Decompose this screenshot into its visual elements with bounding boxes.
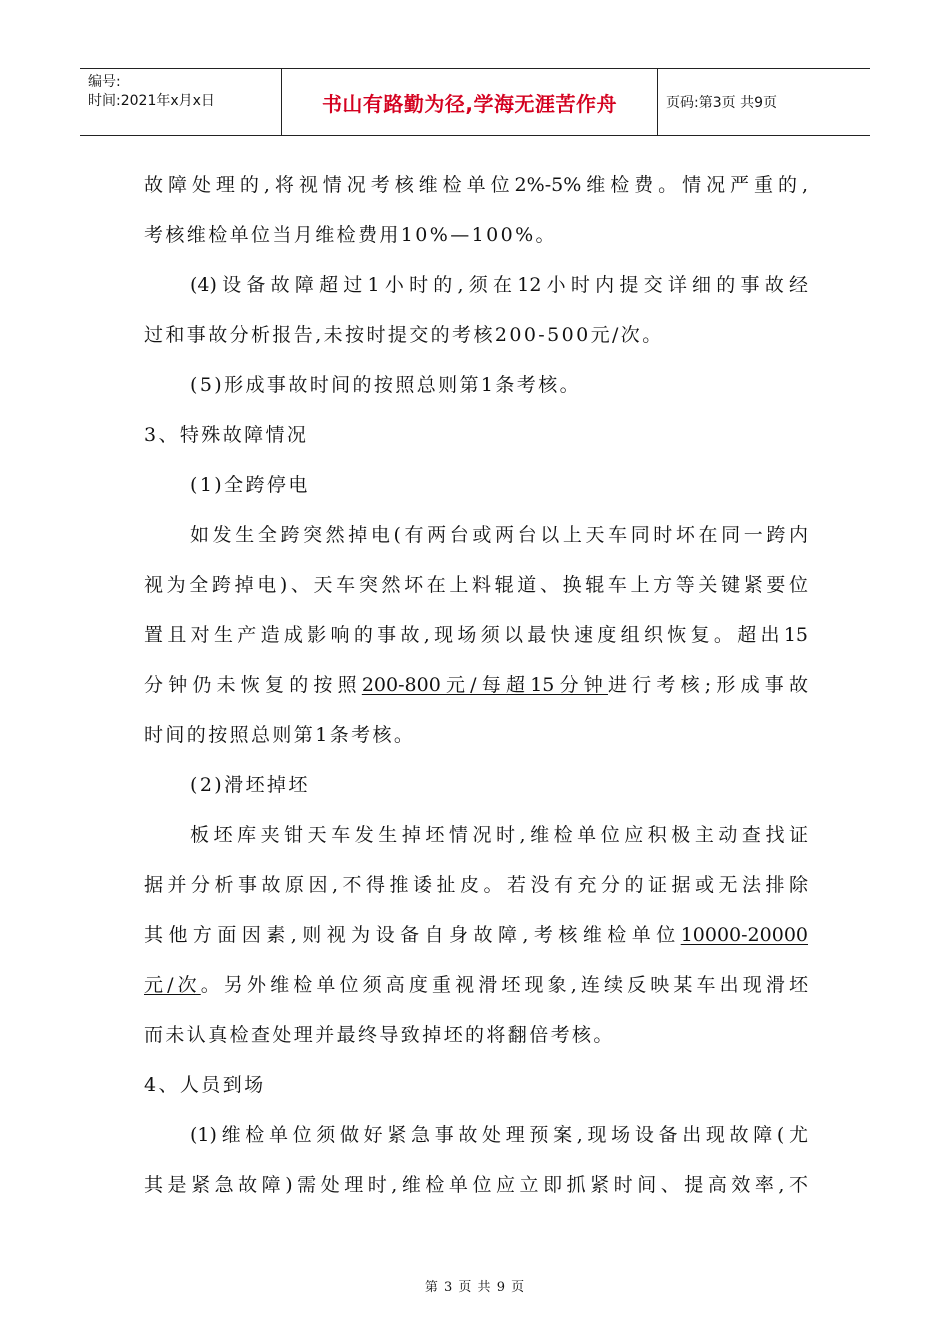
document-number: 编号: [88,74,121,90]
body-line: 视为全跨掉电)、天车突然坏在上料辊道、换辊车上方等关键紧要位 [144,574,808,596]
body-line: 考核维检单位当月维检费用10%—100%。 [144,224,557,246]
body-line: 而未认真检查处理并最终导致掉坯的将翻倍考核。 [144,1024,615,1046]
page-header [80,68,870,136]
body-text: 进行考核;形成事故 [607,674,809,696]
body-text: 分钟仍未恢复的按照 [144,674,362,696]
body-line: (5)形成事故时间的按照总则第1条考核。 [190,374,582,396]
underlined-penalty: 元/次 [144,974,201,996]
body-line: 据并分析事故原因,不得推诿扯皮。若没有充分的证据或无法排除 [144,874,808,896]
body-line [144,971,808,999]
body-text: 其他方面因素,则视为设备自身故障,考核维检单位 [144,924,681,946]
body-line: 故障处理的,将视情况考核维检单位2%-5%维检费。情况严重的, [144,174,808,196]
page-footer: 第 3 页 共 9 页 [424,1280,526,1295]
body-line: 过和事故分析报告,未按时提交的考核200-500元/次。 [144,324,664,346]
body-line: (1)维检单位须做好紧急事故处理预案,现场设备出现故障(尤 [190,1124,808,1146]
body-line: 时间的按照总则第1条考核。 [144,724,416,746]
body-text: 。另外维检单位须高度重视滑坯现象,连续反映某车出现滑坯 [200,974,809,996]
subsection-heading: (1)全跨停电 [190,474,310,496]
underlined-penalty: 10000-20000 [680,924,808,946]
body-line: 置且对生产造成影响的事故,现场须以最快速度组织恢复。超出15 [144,624,808,646]
body-line [144,671,808,699]
section-heading: 4、人员到场 [144,1074,266,1096]
header-meta [80,69,282,135]
section-heading: 3、特殊故障情况 [144,424,309,446]
header-page-number: 页码:第3页 共9页 [666,95,777,111]
body-line [144,921,808,949]
body-line: 如发生全跨突然掉电(有两台或两台以上天车同时坏在同一跨内 [190,524,808,546]
subsection-heading: (2)滑坯掉坯 [190,774,310,796]
body-line: 其是紧急故障)需处理时,维检单位应立即抓紧时间、提高效率,不 [144,1174,808,1196]
underlined-penalty: 200-800元/每超15分钟 [361,674,608,696]
document-date: 时间:2021年x月x日 [88,93,215,109]
body-line: 板坯库夹钳天车发生掉坯情况时,维检单位应积极主动查找证 [190,824,808,846]
header-motto: 书山有路勤为径,学海无涯苦作舟 [282,69,658,135]
body-line: (4)设备故障超过1小时的,须在12小时内提交详细的事故经 [190,274,808,296]
